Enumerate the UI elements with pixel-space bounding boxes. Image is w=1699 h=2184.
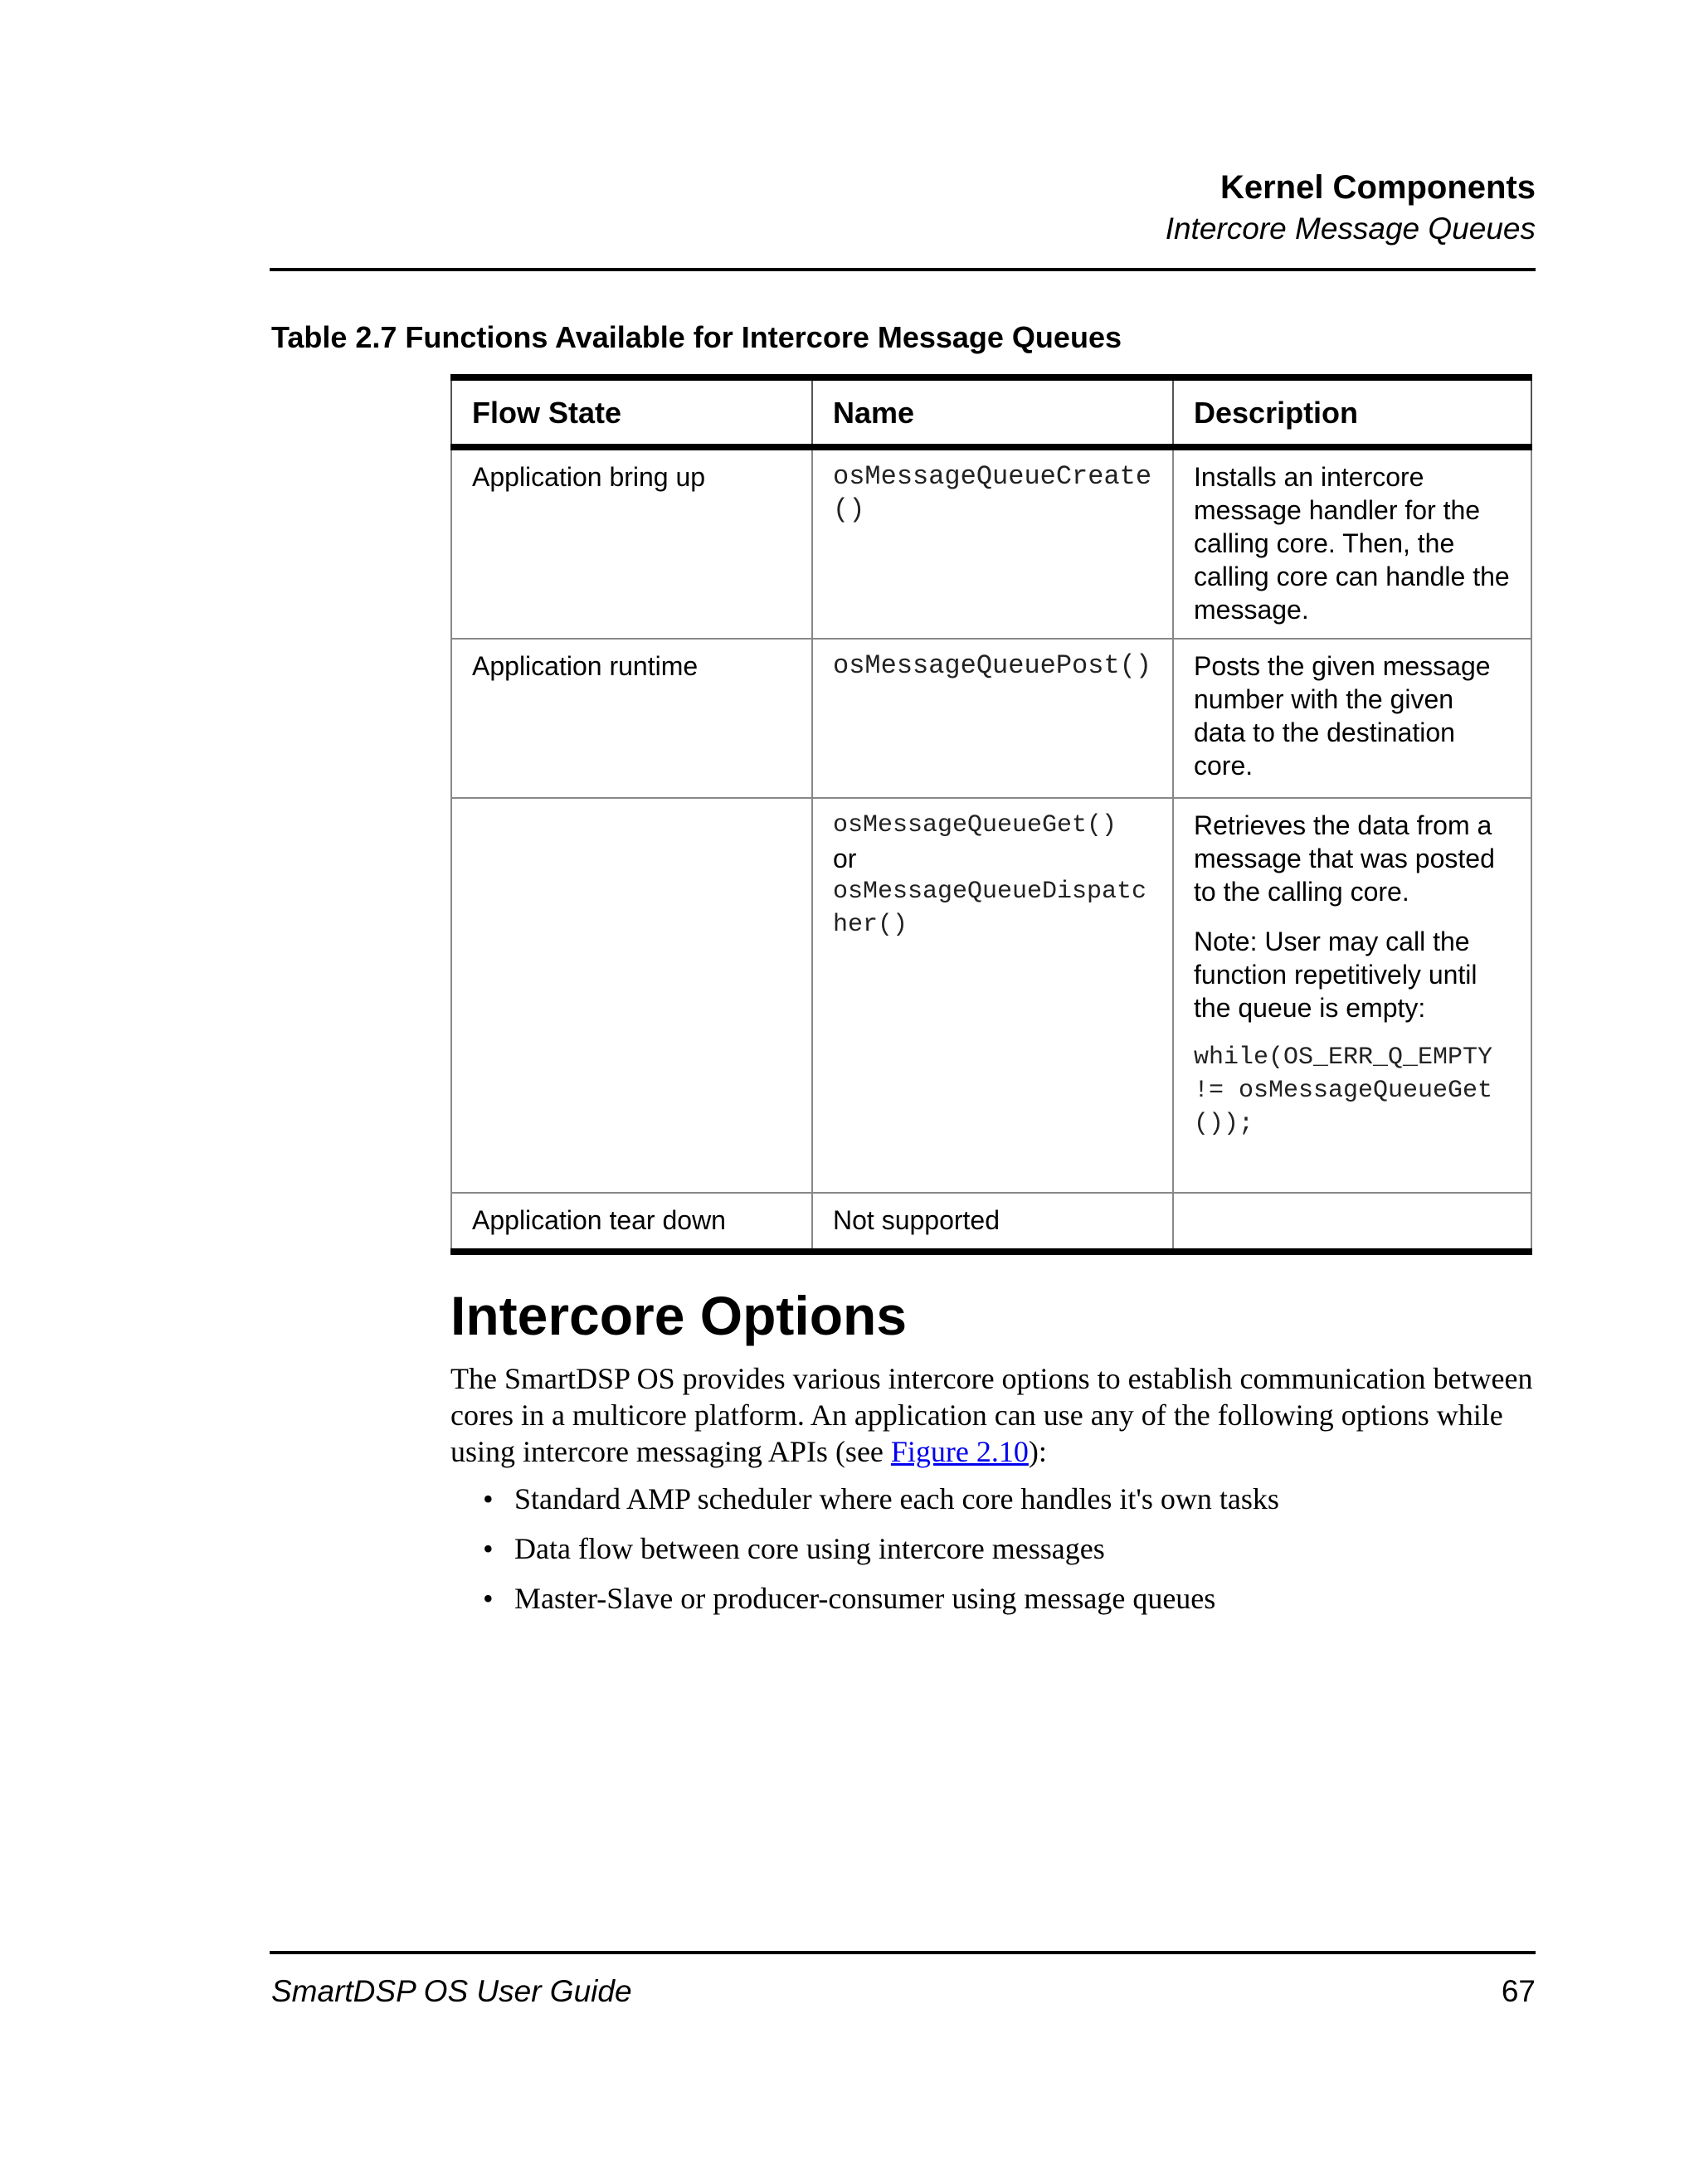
paragraph-text: The SmartDSP OS provides various intercore options to establish communication between cores in a multicore platform. An application can use any of the following options while using intercore messaging APIs (see <box>450 1362 1533 1468</box>
function-name-dispatcher: osMessageQueueDispatcher() <box>833 878 1147 939</box>
chapter-title: Kernel Components <box>1219 169 1536 206</box>
description-cell: Posts the given message number with the given data to the destination core. <box>1173 639 1531 798</box>
description-code: while(OS_ERR_Q_EMPTY != osMessageQueueGet()); <box>1194 1043 1493 1138</box>
list-item: • Master-Slave or producer-consumer using message queues <box>483 1582 1216 1615</box>
table-row <box>451 798 1531 1193</box>
description-cell <box>1173 798 1531 1193</box>
description-cell <box>1173 1193 1531 1252</box>
options-list <box>481 1481 1279 1630</box>
section-heading: Intercore Options <box>450 1285 908 1346</box>
figure-link[interactable]: Figure 2.10 <box>890 1435 1029 1468</box>
list-item: • Standard AMP scheduler where each core handles it's own tasks <box>483 1482 1279 1515</box>
section-paragraph <box>450 1360 1537 1470</box>
bullet-icon: • <box>483 1532 494 1565</box>
column-header-name: Name <box>812 377 1173 447</box>
page-number: 67 <box>1501 1974 1536 2008</box>
paragraph-text-end: ): <box>1028 1435 1047 1468</box>
table-caption: Table 2.7 Functions Available for Intercore Message Queues <box>271 320 1122 354</box>
bullet-icon: • <box>483 1582 494 1615</box>
functions-table <box>450 374 1532 1255</box>
function-name-cell: osMessageQueueCreate() <box>812 447 1173 639</box>
footer-title: SmartDSP OS User Guide <box>271 1974 632 2008</box>
flow-state-cell: Application runtime <box>451 639 812 798</box>
function-name-get: osMessageQueueGet() <box>833 811 1117 839</box>
description-note: Note: User may call the function repetitively until the queue is empty: <box>1194 927 1477 1023</box>
flow-state-cell: Application tear down <box>451 1193 812 1252</box>
function-name-or: or <box>833 844 857 873</box>
description-text: Retrieves the data from a message that was posted to the calling core. <box>1194 810 1495 907</box>
flow-state-cell: Application bring up <box>451 447 812 639</box>
section-subtitle: Intercore Message Queues <box>1165 212 1536 246</box>
description-cell: Installs an intercore message handler for the calling core. Then, the calling core can handle the message. <box>1173 447 1531 639</box>
footer-rule <box>270 1951 1536 1954</box>
function-name-cell: Not supported <box>812 1193 1173 1252</box>
column-header-flow-state: Flow State <box>451 377 812 447</box>
list-item: • Data flow between core using intercore messages <box>483 1532 1105 1565</box>
table-row <box>451 639 1531 798</box>
table-row <box>451 447 1531 639</box>
flow-state-cell <box>451 798 812 1193</box>
column-header-description: Description <box>1173 377 1531 447</box>
function-name-cell: osMessageQueuePost() <box>812 639 1173 798</box>
table-row <box>451 1193 1531 1252</box>
table-header-row <box>451 377 1531 447</box>
function-name-cell <box>812 798 1173 1193</box>
bullet-icon: • <box>483 1482 494 1515</box>
header-rule <box>270 268 1536 271</box>
